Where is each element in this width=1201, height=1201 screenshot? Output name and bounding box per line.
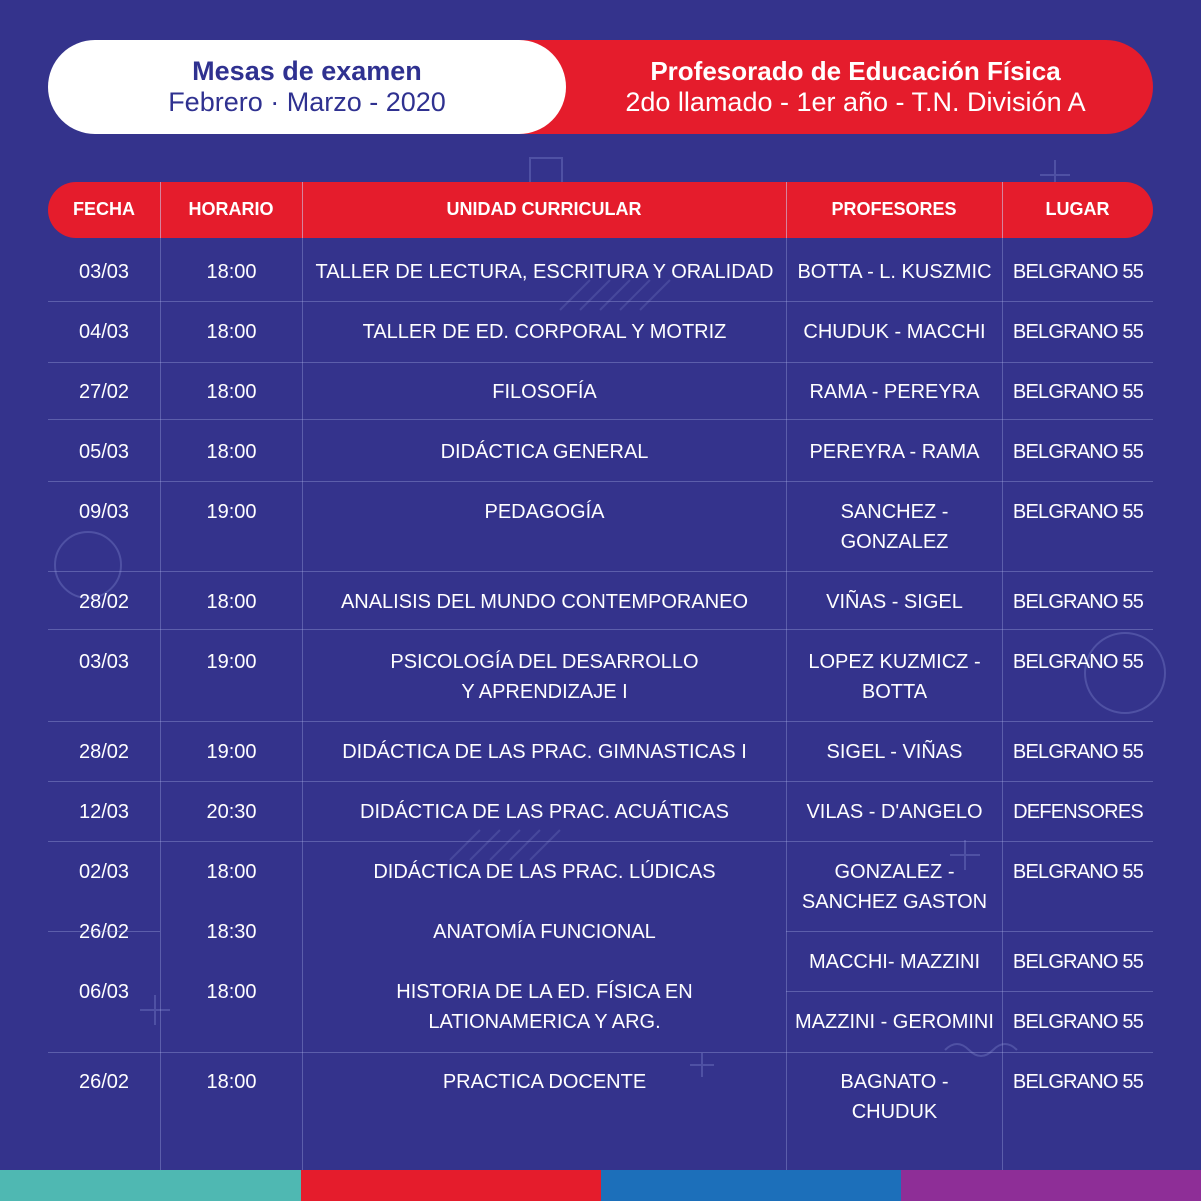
cell-profesores [787, 1067, 1002, 1127]
cell-fecha: 28/02 [78, 741, 130, 763]
row-divider [48, 841, 1153, 842]
cell-unidad-curricular [303, 437, 786, 467]
cell-unidad-curricular [303, 587, 786, 617]
column-header-fecha: FECHA [73, 199, 135, 219]
row-divider [48, 571, 1153, 572]
cell-profesores-line: CHUDUK [851, 1101, 938, 1123]
cell-unidad-curricular-line: TALLER DE ED. CORPORAL Y MOTRIZ [362, 321, 727, 343]
row-divider [48, 1052, 1153, 1053]
cell-horario: 18:00 [206, 591, 257, 613]
cell-profesores [787, 437, 1002, 467]
cell-unidad-curricular [303, 377, 786, 407]
cell-profesores-line: SANCHEZ GASTON [801, 891, 988, 913]
cell-lugar: BELGRANO 55 [1012, 441, 1144, 463]
cell-unidad-curricular [303, 317, 786, 347]
cell-profesores [787, 737, 1002, 767]
cell-profesores [787, 647, 1002, 707]
cell-horario: 19:00 [206, 741, 257, 763]
row-divider [786, 991, 1153, 992]
cell-profesores [787, 587, 1002, 617]
cell-fecha: 03/03 [78, 651, 130, 673]
bottom-bar-teal [0, 1170, 301, 1201]
cell-unidad-curricular [303, 917, 786, 947]
cell-lugar: BELGRANO 55 [1012, 951, 1144, 973]
cell-profesores [787, 947, 1002, 977]
cell-profesores [787, 497, 1002, 557]
cell-unidad-curricular-line: PEDAGOGÍA [484, 501, 605, 523]
column-header-profesores: PROFESORES [831, 199, 957, 219]
cell-unidad-curricular-line: LATIONAMERICA Y ARG. [428, 1011, 661, 1033]
cell-profesores [787, 257, 1002, 287]
exam-title: Mesas de examen [192, 56, 422, 86]
row-divider [48, 781, 1153, 782]
cell-unidad-curricular-line: DIDÁCTICA GENERAL [440, 441, 649, 463]
cell-profesores-line: MAZZINI - GEROMINI [795, 1011, 994, 1033]
cell-profesores-line: RAMA - PEREYRA [809, 381, 980, 403]
cell-unidad-curricular-line: DIDÁCTICA DE LAS PRAC. LÚDICAS [373, 861, 716, 883]
program-banner [518, 40, 1153, 134]
cell-lugar: DEFENSORES [1013, 801, 1143, 823]
cell-unidad-curricular-line: PSICOLOGÍA DEL DESARROLLO [390, 651, 699, 673]
cell-lugar: BELGRANO 55 [1012, 861, 1144, 883]
column-header-lugar: LUGAR [1045, 199, 1110, 219]
program-title: Profesorado de Educación Física [650, 56, 1061, 86]
cell-lugar: BELGRANO 55 [1012, 1071, 1144, 1093]
cell-horario: 18:00 [206, 1071, 257, 1093]
cell-unidad-curricular [303, 737, 786, 767]
cell-profesores-line: MACCHI- MAZZINI [808, 951, 981, 973]
cell-horario: 18:00 [206, 261, 257, 283]
program-subtitle: 2do llamado - 1er año - T.N. División A [625, 87, 1086, 117]
cell-fecha: 04/03 [78, 321, 130, 343]
cell-unidad-curricular-line: ANALISIS DEL MUNDO CONTEMPORANEO [340, 591, 749, 613]
cell-horario: 19:00 [206, 651, 257, 673]
cell-lugar: BELGRANO 55 [1012, 261, 1144, 283]
cell-fecha: 02/03 [78, 861, 130, 883]
cell-lugar: BELGRANO 55 [1012, 381, 1144, 403]
bottom-bar-blue [601, 1170, 901, 1201]
cell-profesores-line: BOTTA [861, 681, 928, 703]
cell-horario: 20:30 [206, 801, 257, 823]
bottom-bar-purple [901, 1170, 1201, 1201]
column-header-horario: HORARIO [188, 199, 274, 219]
cell-profesores [787, 317, 1002, 347]
cell-horario: 18:00 [206, 441, 257, 463]
cell-lugar: BELGRANO 55 [1012, 321, 1144, 343]
column-header-unidad: UNIDAD CURRICULAR [446, 199, 642, 219]
cell-horario: 19:00 [206, 501, 257, 523]
row-divider [48, 301, 1153, 302]
row-divider [786, 931, 1153, 932]
cell-fecha: 05/03 [78, 441, 130, 463]
bottom-bar-red [301, 1170, 601, 1201]
cell-unidad-curricular [303, 647, 786, 707]
table-header [48, 182, 1153, 238]
cell-fecha: 26/02 [78, 921, 130, 943]
cell-profesores-line: SIGEL - VIÑAS [826, 741, 963, 763]
cell-profesores [787, 1007, 1002, 1037]
row-divider [48, 721, 1153, 722]
cell-unidad-curricular [303, 497, 786, 527]
cell-profesores-line: BOTTA - L. KUSZMIC [797, 261, 992, 283]
cell-horario: 18:30 [206, 921, 257, 943]
row-divider [48, 362, 1153, 363]
cell-lugar: BELGRANO 55 [1012, 741, 1144, 763]
cell-unidad-curricular-line: TALLER DE LECTURA, ESCRITURA Y ORALIDAD [315, 261, 774, 283]
cell-fecha: 28/02 [78, 591, 130, 613]
cell-unidad-curricular [303, 797, 786, 827]
cell-unidad-curricular-line: ANATOMÍA FUNCIONAL [433, 921, 656, 943]
cell-unidad-curricular [303, 857, 786, 887]
exam-banner [48, 40, 566, 134]
row-divider [48, 481, 1153, 482]
row-divider [48, 931, 160, 932]
cell-profesores-line: GONZALEZ [840, 531, 949, 553]
cell-profesores-line: CHUDUK - MACCHI [803, 321, 986, 343]
cell-lugar: BELGRANO 55 [1012, 591, 1144, 613]
cell-unidad-curricular-line: HISTORIA DE LA ED. FÍSICA EN [396, 981, 693, 1003]
cell-lugar: BELGRANO 55 [1012, 1011, 1144, 1033]
cell-unidad-curricular-line: Y APRENDIZAJE I [461, 681, 628, 703]
cell-horario: 18:00 [206, 861, 257, 883]
cell-fecha: 12/03 [78, 801, 130, 823]
cell-fecha: 06/03 [78, 981, 130, 1003]
cell-profesores-line: VIÑAS - SIGEL [826, 591, 963, 613]
cell-unidad-curricular-line: PRACTICA DOCENTE [442, 1071, 647, 1093]
cell-profesores-line: SANCHEZ - [840, 501, 949, 523]
cell-fecha: 09/03 [78, 501, 130, 523]
cell-horario: 18:00 [206, 981, 257, 1003]
cell-profesores-line: GONZALEZ - [834, 861, 955, 883]
cell-horario: 18:00 [206, 321, 257, 343]
cell-profesores-line: PEREYRA - RAMA [809, 441, 980, 463]
cell-profesores-line: VILAS - D'ANGELO [806, 801, 983, 823]
row-divider [48, 419, 1153, 420]
cell-unidad-curricular [303, 977, 786, 1037]
cell-lugar: BELGRANO 55 [1012, 501, 1144, 523]
cell-profesores [787, 857, 1002, 917]
cell-unidad-curricular [303, 1067, 786, 1097]
cell-unidad-curricular [303, 257, 786, 287]
cell-profesores [787, 377, 1002, 407]
cell-profesores [787, 797, 1002, 827]
cell-profesores-line: LOPEZ KUZMICZ - [808, 651, 981, 673]
exam-period: Febrero · Marzo - 2020 [168, 87, 446, 117]
cell-horario: 18:00 [206, 381, 257, 403]
cell-unidad-curricular-line: FILOSOFÍA [492, 381, 597, 403]
cell-unidad-curricular-line: DIDÁCTICA DE LAS PRAC. GIMNASTICAS I [342, 741, 747, 763]
cell-unidad-curricular-line: DIDÁCTICA DE LAS PRAC. ACUÁTICAS [360, 801, 729, 823]
header-banner [48, 40, 1153, 134]
cell-fecha: 27/02 [78, 381, 130, 403]
cell-fecha: 03/03 [78, 261, 130, 283]
row-divider [48, 629, 1153, 630]
cell-profesores-line: BAGNATO - [840, 1071, 949, 1093]
cell-fecha: 26/02 [78, 1071, 130, 1093]
cell-lugar: BELGRANO 55 [1012, 651, 1144, 673]
